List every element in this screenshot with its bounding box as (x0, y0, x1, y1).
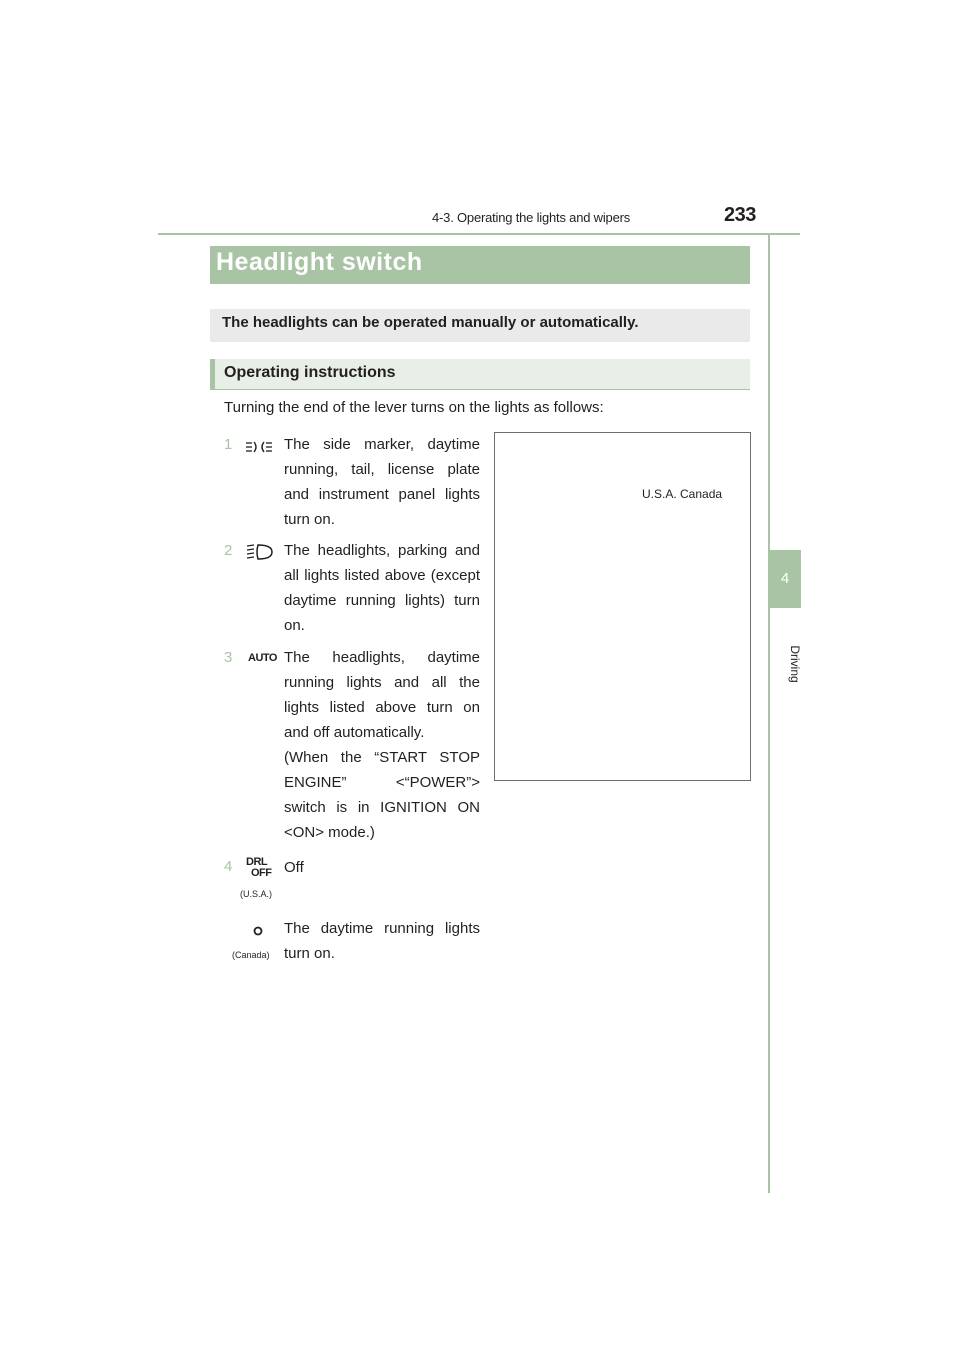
item-number-4: 4 (224, 858, 233, 875)
page-title: Headlight switch (216, 248, 423, 276)
item-number-3: 3 (224, 649, 233, 666)
subheading: Operating instructions (224, 364, 396, 381)
figure-label: U.S.A. Canada (642, 487, 723, 501)
drl-off-icon (246, 857, 272, 879)
auto-icon: AUTO (248, 652, 277, 664)
subheading-marker (210, 359, 215, 389)
side-marker-lights-icon (244, 438, 274, 456)
item-text-3: The headlights, daytime running lights and all the lights listed above turn on and off automatically. (284, 649, 480, 741)
figure-box (494, 432, 751, 781)
side-rule (768, 233, 770, 1193)
off-circle-icon (252, 925, 264, 937)
item-text-2: The headlights, parking and all lights listed above (except daytime running lights) turn on. (284, 542, 480, 634)
page-number: 233 (724, 204, 756, 226)
intro-text: The headlights can be operated manually or automatically. (222, 314, 639, 331)
off-icon-text: OFF (251, 867, 272, 879)
drl-icon-text: DRL (246, 856, 268, 868)
usa-note: (U.S.A.) (240, 889, 273, 899)
item-text-3-note: (When the “START STOP ENGINE” <“POWER”> switch is in IGNITION ON <ON> mode.) (284, 749, 480, 841)
lead-text: Turning the end of the lever turns on the lights as follows: (224, 399, 604, 416)
section-title: 4-3. Operating the lights and wipers (432, 210, 631, 225)
headlight-icon (246, 543, 274, 561)
item-number-1: 1 (224, 436, 233, 453)
item-text-4: Off (284, 859, 304, 876)
item-text-1: The side marker, daytime running, tail, license plate and instrument panel lights turn on. (284, 436, 480, 528)
chapter-label: Driving (788, 645, 802, 683)
item-number-2: 2 (224, 542, 233, 559)
canada-note: (Canada) (232, 950, 270, 960)
subheading-rule (210, 389, 750, 390)
header-rule (158, 233, 800, 235)
chapter-tab: 4 (769, 550, 801, 608)
canada-item-text: The daytime running lights turn on. (284, 920, 480, 962)
